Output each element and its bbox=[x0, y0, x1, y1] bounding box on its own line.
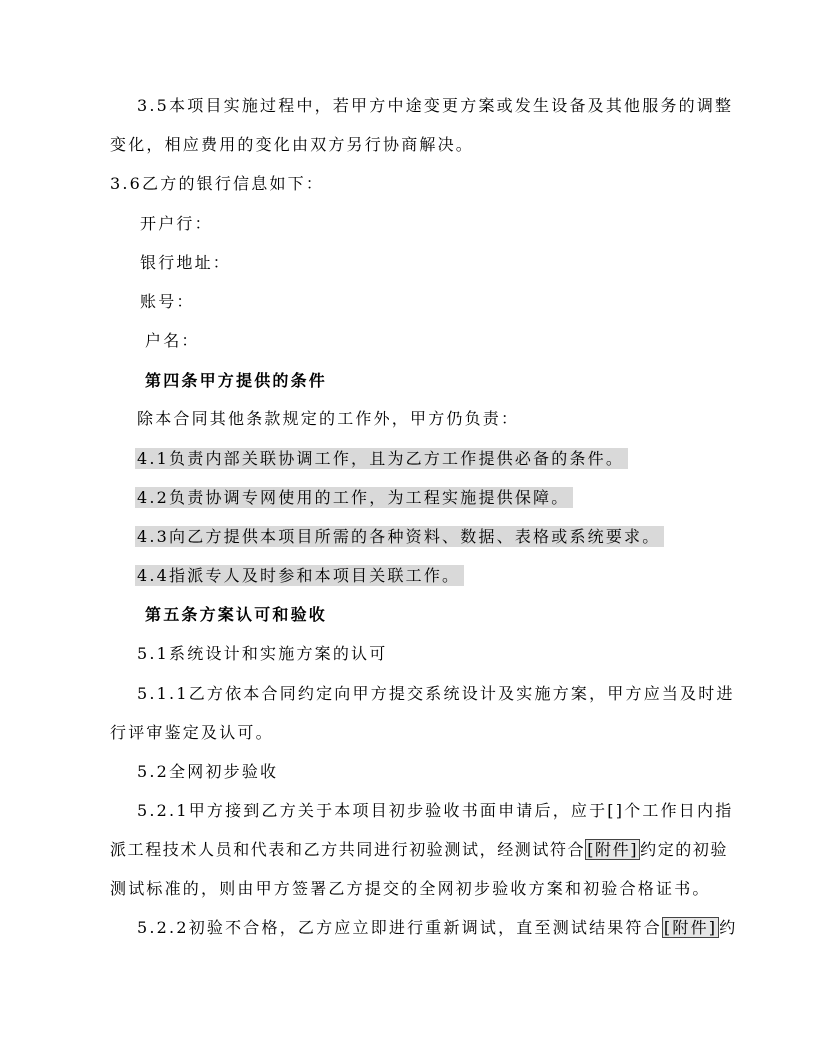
article4-item-4: 4.4指派专人及时参和本项目关联工作。 bbox=[135, 565, 464, 587]
article4-item-1: 4.1负责内部关联协调工作，且为乙方工作提供必备的条件。 bbox=[135, 448, 628, 470]
article4-heading: 第四条甲方提供的条件 bbox=[145, 371, 328, 390]
para-3-6: 3.6乙方的银行信息如下： bbox=[110, 174, 325, 193]
section-5-1-1-line1: 5.1.1乙方依本合同约定向甲方提交系统设计及实施方案，甲方应当及时进 bbox=[137, 684, 735, 703]
section-5-1: 5.1系统设计和实施方案的认可 bbox=[137, 644, 388, 663]
account-name-label: 户名： bbox=[145, 331, 200, 350]
article5-heading: 第五条方案认可和验收 bbox=[145, 605, 328, 624]
para-3-5-line2: 变化，相应费用的变化由双方另行协商解决。 bbox=[110, 135, 475, 154]
section-5-2-2-line1: 5.2.2初验不合格，乙方应立即进行重新调试，直至测试结果符合 [附件] 约 bbox=[137, 918, 738, 937]
section-5-2-1-line1: 5.2.1甲方接到乙方关于本项目初步验收书面申请后，应于[]个工作日内指 bbox=[137, 801, 734, 820]
section-5-2-1-line2: 派工程技术人员和代表和乙方共同进行初验测试，经测试符合 [附件] 约定的初验 bbox=[110, 840, 729, 859]
article4-intro: 除本合同其他条款规定的工作外，甲方仍负责： bbox=[137, 409, 520, 428]
article4-item-2: 4.2负责协调专网使用的工作，为工程实施提供保障。 bbox=[135, 487, 573, 509]
attachment-reference: [附件] bbox=[663, 918, 718, 937]
section-5-2: 5.2全网初步验收 bbox=[137, 762, 279, 781]
bank-name-label: 开户行： bbox=[140, 214, 213, 233]
account-label: 账号： bbox=[140, 292, 195, 311]
section-5-1-1-line2: 行评审鉴定及认可。 bbox=[110, 723, 274, 742]
attachment-reference: [附件] bbox=[587, 840, 639, 859]
bank-address-label: 银行地址： bbox=[140, 253, 232, 272]
section-5-2-1-line3: 测试标准的，则由甲方签署乙方提交的全网初步验收方案和初验合格证书。 bbox=[110, 879, 711, 898]
para-3-5-line1: 3.5本项目实施过程中，若甲方中途变更方案或发生设备及其他服务的调整 bbox=[137, 96, 734, 115]
article4-item-3: 4.3向乙方提供本项目所需的各种资料、数据、表格或系统要求。 bbox=[135, 526, 664, 548]
